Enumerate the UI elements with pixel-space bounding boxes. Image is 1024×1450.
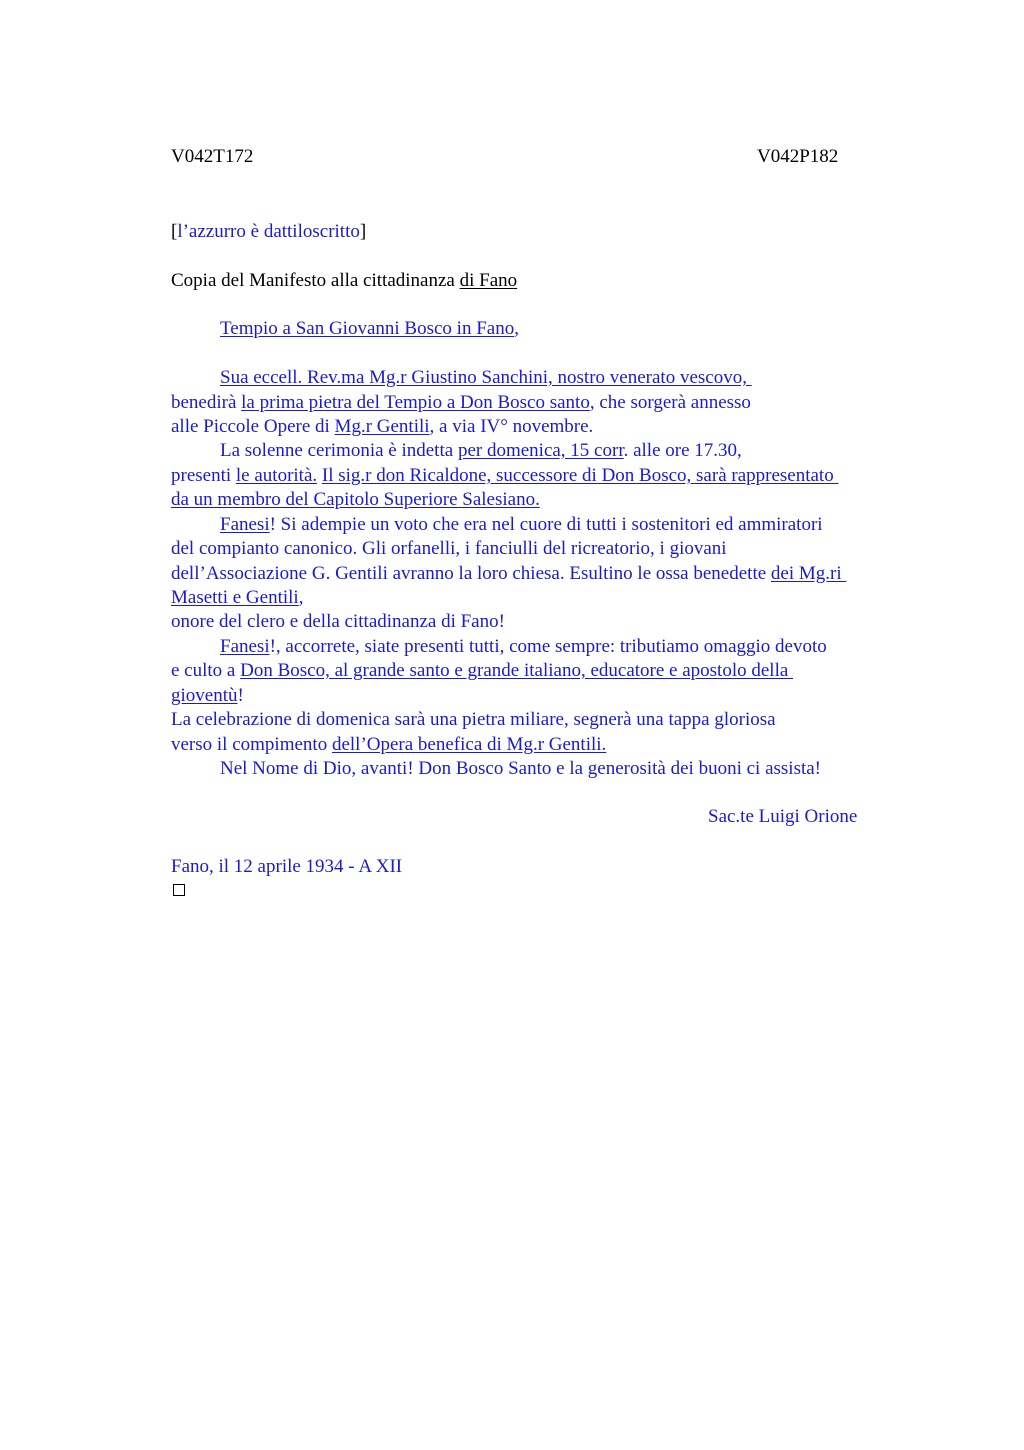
p3-line-4: Masetti e Gentili, bbox=[171, 587, 304, 608]
p3-line-1: Fanesi! Si adempie un voto che era nel cuore di tutti i sostenitori ed ammiratori bbox=[220, 514, 823, 535]
p3-line-2: del compianto canonico. Gli orfanelli, i fanciulli del ricreatorio, i giovani bbox=[171, 538, 727, 559]
signature: Sac.te Luigi Orione bbox=[708, 806, 858, 827]
p1-line-2: benedirà la prima pietra del Tempio a Don Bosco santo, che sorgerà annesso bbox=[171, 392, 751, 413]
p4-line-4: La celebrazione di domenica sarà una pietra miliare, segnerà una tappa gloriosa bbox=[171, 709, 776, 730]
document-code-left: V042T172 bbox=[171, 146, 254, 167]
dateline: Fano, il 12 aprile 1934 - A XII bbox=[171, 856, 403, 877]
checkbox-square-icon bbox=[173, 884, 185, 896]
p1-line-1: Sua eccell. Rev.ma Mg.r Giustino Sanchini, nostro venerato vescovo, bbox=[220, 367, 752, 388]
editorial-note: [l’azzurro è dattiloscritto] bbox=[171, 221, 367, 242]
p2-line-2: presenti le autorità. Il sig.r don Ricaldone, successore di Don Bosco, sarà rappresentato bbox=[171, 465, 839, 486]
p4-line-5: verso il compimento dell’Opera benefica di Mg.r Gentili. bbox=[171, 734, 607, 755]
p4-line-1: Fanesi!, accorrete, siate presenti tutti, come sempre: tributiamo omaggio devoto bbox=[220, 636, 827, 657]
p3-line-3: dell’Associazione G. Gentili avranno la loro chiesa. Esultino le ossa benedette dei Mg.ri bbox=[171, 563, 847, 584]
p3-line-5: onore del clero e della cittadinanza di Fano! bbox=[171, 611, 505, 632]
p5-line-1: Nel Nome di Dio, avanti! Don Bosco Santo e la generosità dei buoni ci assista! bbox=[220, 758, 822, 779]
p4-line-2: e culto a Don Bosco, al grande santo e grande italiano, educatore e apostolo della bbox=[171, 660, 794, 681]
p1-line-3: alle Piccole Opere di Mg.r Gentili, a via IV° novembre. bbox=[171, 416, 594, 437]
p4-line-3: gioventù! bbox=[171, 685, 244, 706]
p2-line-1: La solenne cerimonia è indetta per domenica, 15 corr. alle ore 17.30, bbox=[220, 440, 742, 461]
intro-line: Copia del Manifesto alla cittadinanza di Fano bbox=[171, 270, 518, 291]
manifesto-title: Tempio a San Giovanni Bosco in Fano, bbox=[220, 318, 519, 339]
p2-line-3: da un membro del Capitolo Superiore Salesiano. bbox=[171, 489, 540, 510]
document-code-right: V042P182 bbox=[757, 146, 839, 167]
